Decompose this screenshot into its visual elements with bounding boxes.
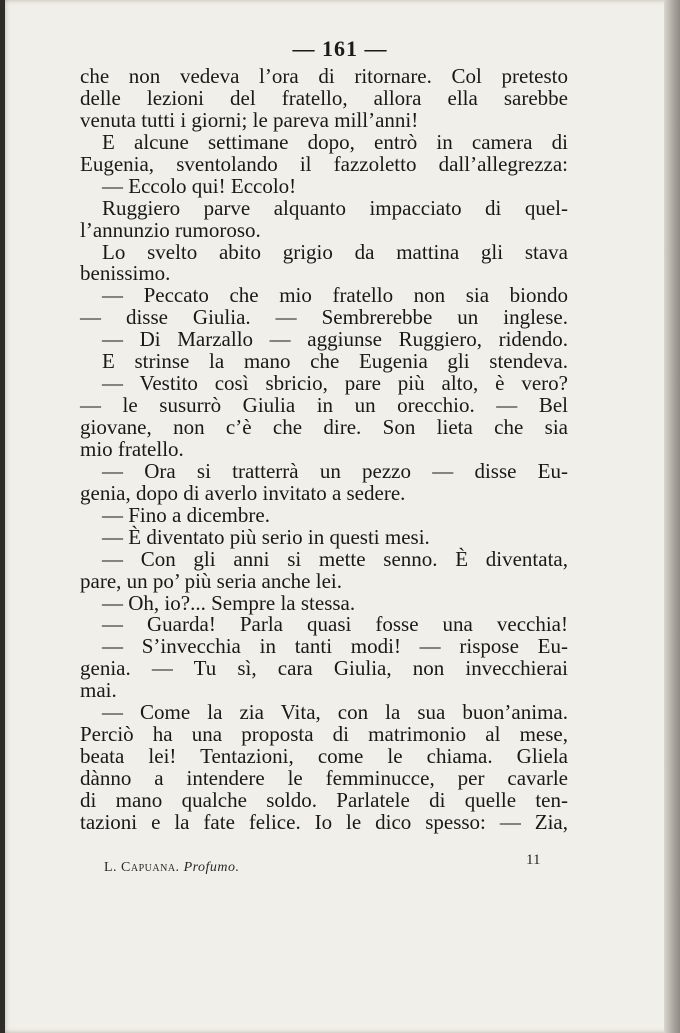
- text-line: di mano qualche soldo. Parlatele di quelle ten-: [80, 787, 568, 812]
- text-line: — Fino a dicembre.: [102, 502, 270, 527]
- text-line: — Oh, io?... Sempre la stessa.: [102, 590, 356, 615]
- text-line: — Peccato che mio fratello non sia biondo: [102, 283, 568, 308]
- text-line: Eugenia, sventolando il fazzoletto dall’allegrezza:: [80, 151, 568, 176]
- text-line: — È diventato più serio in questi mesi.: [102, 524, 430, 549]
- text-line: genia, dopo di averlo invitato a sedere.: [80, 480, 406, 505]
- text-line: tazioni e la fate felice. Io le dico spesso: — Zia,: [80, 809, 568, 834]
- text-line: dànno a intendere le femminucce, per cavarle: [80, 766, 568, 790]
- footer-title: Profumo.: [183, 860, 240, 875]
- text-line: Perciò ha una proposta di matrimonio al mese,: [80, 722, 568, 747]
- footer-author: L. Capuana.: [104, 860, 180, 875]
- text-line: pare, un po’ più seria anche lei.: [80, 568, 342, 593]
- text-line: che non vedeva l’ora di ritornare. Col pretesto: [80, 64, 568, 88]
- text-line: benissimo.: [80, 261, 171, 286]
- text-line: giovane, non c’è che dire. Son lieta che sia: [80, 415, 568, 439]
- text-line: Ruggiero parve alquanto impacciato di quel-: [102, 195, 568, 220]
- text-line: — disse Giulia. — Sembrerebbe un inglese.: [80, 305, 568, 330]
- text-line: — Come la zia Vita, con la sua buon’anima.: [102, 700, 568, 725]
- text-line: — S’invecchia in tanti modi! — rispose Eu-: [102, 634, 568, 659]
- text-line: — Eccolo qui! Eccolo!: [102, 173, 297, 198]
- text-line: E strinse la mano che Eugenia gli stendeva.: [102, 349, 568, 374]
- text-line: — Con gli anni si mette senno. È diventata,: [102, 546, 568, 571]
- text-line: mio fratello.: [80, 436, 184, 461]
- body-text: [80, 66, 568, 834]
- text-line: genia. — Tu sì, cara Giulia, non invecchierai: [80, 656, 568, 681]
- text-line: Lo svelto abito grigio da mattina gli stava: [102, 239, 568, 264]
- text-line: — le susurrò Giulia in un orecchio. — Bel: [80, 393, 568, 418]
- text-line: beata lei! Tentazioni, come le chiama. Gliela: [80, 744, 568, 769]
- text-line: venuta tutti i giorni; le pareva mill’anni!: [80, 107, 419, 132]
- page-left-edge: [0, 0, 5, 1033]
- text-line: — Ora si tratterrà un pezzo — disse Eu-: [102, 458, 568, 483]
- page-number: — 161 —: [292, 36, 388, 61]
- text-line: — Guarda! Parla quasi fosse una vecchia!: [102, 612, 568, 637]
- text-line: l’annunzio rumoroso.: [80, 217, 261, 242]
- text-line: mai.: [80, 678, 117, 703]
- text-line: — Vestito così sbricio, pare più alto, è vero?: [102, 371, 568, 396]
- text-line: delle lezioni del fratello, allora ella sarebbe: [80, 85, 568, 110]
- footer-signature-line: [104, 860, 240, 876]
- page-right-edge: [664, 0, 680, 1033]
- text-line: — Di Marzallo — aggiunse Ruggiero, ridendo.: [102, 327, 568, 352]
- footer-signature-number: 11: [526, 852, 541, 868]
- text-line: E alcune settimane dopo, entrò in camera di: [102, 129, 568, 154]
